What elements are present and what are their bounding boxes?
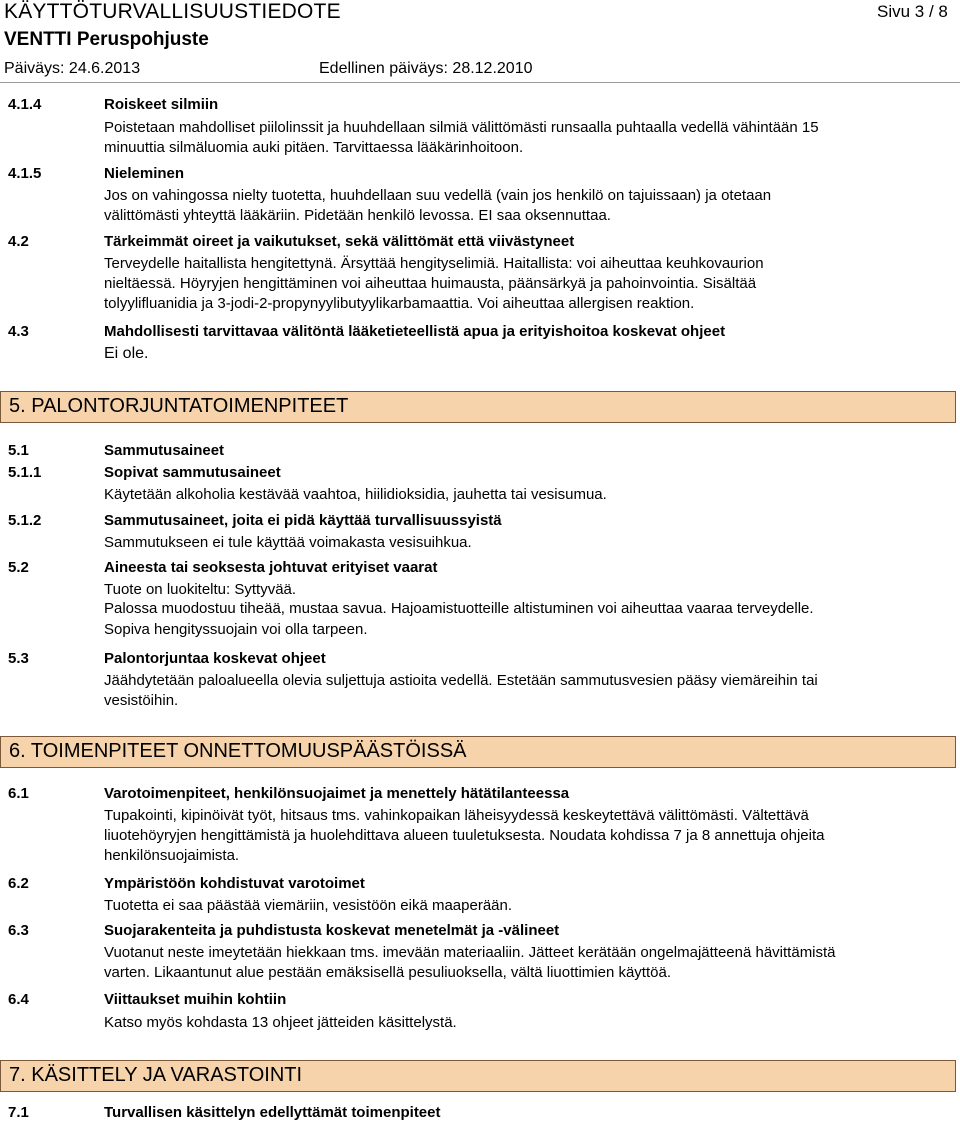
paragraph-line: tolyylifluanidia ja 3-jodi-2-propynyylibutyylikarbamaattia. Voi aiheuttaa allergisen reaktion. — [104, 295, 695, 312]
paragraph-line: nieltäessä. Höyryjen hengittäminen voi aiheuttaa huimausta, päänsärkyä ja pahoinvointia. Sisältää — [104, 275, 757, 292]
subsection-title: Aineesta tai seoksesta johtuvat erityiset vaarat — [104, 559, 438, 576]
paragraph-line: Tuote on luokiteltu: Syttyvää. — [104, 581, 297, 598]
issue-date: Päiväys: 24.6.2013 — [4, 60, 141, 77]
paragraph-line: Ei ole. — [104, 345, 149, 362]
product-name: VENTTI Peruspohjuste — [4, 29, 209, 50]
paragraph-line: Jäähdytetään paloalueella olevia suljettuja astioita vedellä. Estetään sammutusvesien pääsy viemäreihin tai — [104, 672, 818, 689]
section-heading-bar — [0, 736, 956, 768]
paragraph-line: Palossa muodostuu tiheää, mustaa savua. Hajoamistuotteille altistuminen voi aiheuttaa vaaraa terveydelle. — [104, 600, 814, 617]
paragraph-line: Käytetään alkoholia kestävää vaahtoa, hiilidioksidia, jauhetta tai vesisumua. — [104, 486, 607, 503]
section-heading: 5. PALONTORJUNTATOIMENPITEET — [9, 395, 349, 417]
subsection-title: Sopivat sammutusaineet — [104, 464, 281, 481]
section-number: 6.4 — [8, 991, 29, 1008]
section-number: 4.1.5 — [8, 165, 42, 182]
section-heading: 7. KÄSITTELY JA VARASTOINTI — [9, 1064, 303, 1086]
paragraph-line: Tuotetta ei saa päästää viemäriin, vesistöön eikä maaperään. — [104, 897, 513, 914]
page-number: Sivu 3 / 8 — [877, 2, 948, 21]
paragraph-line: vesistöihin. — [104, 692, 179, 709]
subsection-title: Sammutusaineet — [104, 442, 225, 459]
section-number: 5.1 — [8, 442, 29, 459]
section-number: 4.3 — [8, 323, 29, 340]
paragraph-line: Katso myös kohdasta 13 ohjeet jätteiden käsittelystä. — [104, 1014, 457, 1031]
section-number: 5.2 — [8, 559, 29, 576]
section-number: 6.1 — [8, 785, 29, 802]
paragraph-line: välittömästi yhteyttä lääkäriin. Pidetään henkilö levossa. EI saa oksennuttaa. — [104, 207, 611, 224]
section-number: 5.1.2 — [8, 512, 42, 529]
subsection-title: Palontorjuntaa koskevat ohjeet — [104, 650, 326, 667]
paragraph-line: Poistetaan mahdolliset piilolinssit ja huuhdellaan silmiä välittömästi runsaalla puhtaalla vedellä vähintään 15 — [104, 119, 819, 136]
section-heading-bar — [0, 1060, 956, 1092]
subsection-title: Suojarakenteita ja puhdistusta koskevat menetelmät ja -välineet — [104, 922, 560, 939]
paragraph-line: Terveydelle haitallista hengitettynä. Ärsyttää hengityselimiä. Haitallista: voi aiheuttaa keuhkovaurion — [104, 255, 764, 272]
paragraph-line: varten. Likaantunut alue pestään emäksisellä pesuliuoksella, vältä liuottimien käyttöä. — [104, 964, 671, 981]
paragraph-line: Sammutukseen ei tule käyttää voimakasta vesisuihkua. — [104, 534, 472, 551]
paragraph-line: henkilönsuojaimista. — [104, 847, 240, 864]
section-heading: 6. TOIMENPITEET ONNETTOMUUSPÄÄSTÖISSÄ — [9, 740, 467, 762]
header-rule — [0, 82, 960, 83]
paragraph-line: liuotehöyryjen hengittämistä ja huolehdittava alueen tuuletuksesta. Noudata kohdissa 7 ja 8 annettuja ohjeita — [104, 827, 825, 844]
subsection-title: Nieleminen — [104, 165, 185, 182]
paragraph-line: minuuttia silmäluomia auki pitäen. Tarvittaessa lääkärinhoitoon. — [104, 139, 524, 156]
subsection-title: Tärkeimmät oireet ja vaikutukset, sekä välittömät että viivästyneet — [104, 233, 575, 250]
section-number: 7.1 — [8, 1104, 29, 1121]
section-number: 6.3 — [8, 922, 29, 939]
document-title: KÄYTTÖTURVALLISUUSTIEDOTE — [4, 0, 341, 23]
section-number: 4.1.4 — [8, 96, 42, 113]
subsection-title: Ympäristöön kohdistuvat varotoimet — [104, 875, 365, 892]
section-number: 5.3 — [8, 650, 29, 667]
subsection-title: Sammutusaineet, joita ei pidä käyttää turvallisuussyistä — [104, 512, 502, 529]
section-number: 4.2 — [8, 233, 29, 250]
subsection-title: Mahdollisesti tarvittavaa välitöntä lääketieteellistä apua ja erityishoitoa koskevat ohjeet — [104, 323, 726, 340]
paragraph-line: Tupakointi, kipinöivät työt, hitsaus tms. vahinkopaikan läheisyydessä keskeytettävä välittömästi. Vältettävä — [104, 807, 809, 824]
subsection-title: Varotoimenpiteet, henkilönsuojaimet ja menettely hätätilanteessa — [104, 785, 570, 802]
subsection-title: Turvallisen käsittelyn edellyttämät toimenpiteet — [104, 1104, 441, 1121]
section-number: 6.2 — [8, 875, 29, 892]
section-heading-bar — [0, 391, 956, 423]
subsection-title: Viittaukset muihin kohtiin — [104, 991, 287, 1008]
previous-date: Edellinen päiväys: 28.12.2010 — [319, 60, 533, 77]
paragraph-line: Jos on vahingossa nielty tuotetta, huuhdellaan suu vedellä (vain jos henkilö on tajuissaan) ja otetaan — [104, 187, 772, 204]
section-number: 5.1.1 — [8, 464, 42, 481]
paragraph-line: Sopiva hengityssuojain voi olla tarpeen. — [104, 621, 368, 638]
subsection-title: Roiskeet silmiin — [104, 96, 219, 113]
paragraph-line: Vuotanut neste imeytetään hiekkaan tms. imevään materiaaliin. Jätteet kerätään ongelmajätteenä hävittämistä — [104, 944, 836, 961]
